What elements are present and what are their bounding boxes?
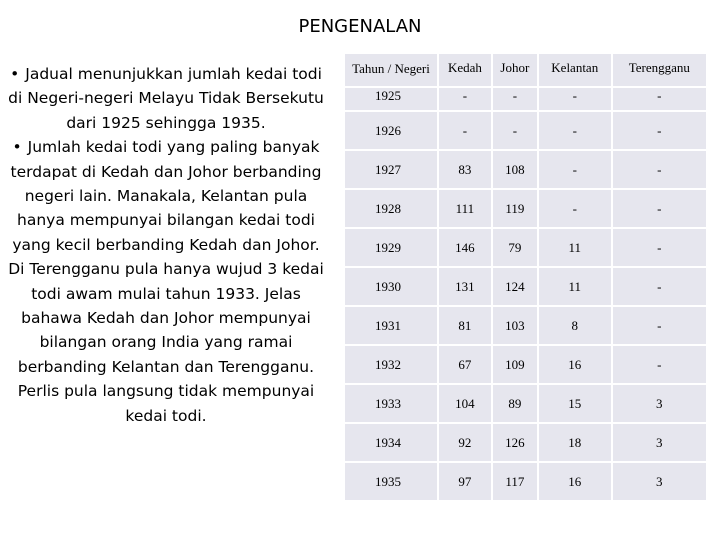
value-cell: 109 xyxy=(493,346,537,383)
header-kedah: Kedah xyxy=(439,54,491,86)
header-johor: Johor xyxy=(493,54,537,86)
value-cell: - xyxy=(613,190,706,227)
value-cell: 108 xyxy=(493,151,537,188)
value-cell: - xyxy=(613,307,706,344)
value-cell: - xyxy=(613,268,706,305)
table-row xyxy=(345,463,706,500)
value-cell: 67 xyxy=(439,346,491,383)
table-row xyxy=(345,307,706,344)
year-cell: 1934 xyxy=(345,424,437,461)
year-cell: 1927 xyxy=(345,151,437,188)
year-cell: 1930 xyxy=(345,268,437,305)
year-cell: 1935 xyxy=(345,463,437,500)
year-cell: 1929 xyxy=(345,229,437,266)
value-cell: 97 xyxy=(439,463,491,500)
value-cell: - xyxy=(613,151,706,188)
table-row xyxy=(345,346,706,383)
bullet-item xyxy=(2,135,330,428)
bullet-list xyxy=(2,62,330,428)
value-cell: 89 xyxy=(493,385,537,422)
value-cell: - xyxy=(539,190,611,227)
bullet-item xyxy=(2,62,330,135)
header-year-state: Tahun / Negeri xyxy=(345,54,437,86)
value-cell: - xyxy=(493,112,537,149)
table-row xyxy=(345,88,706,110)
bullet-icon: • xyxy=(12,138,22,157)
value-cell: 126 xyxy=(493,424,537,461)
page-title: PENGENALAN xyxy=(298,16,422,37)
value-cell: 11 xyxy=(539,268,611,305)
value-cell: 81 xyxy=(439,307,491,344)
table-row xyxy=(345,385,706,422)
table-header-row xyxy=(345,54,706,86)
value-cell: 103 xyxy=(493,307,537,344)
toddy-shop-table xyxy=(343,52,708,502)
value-cell: 111 xyxy=(439,190,491,227)
value-cell: 146 xyxy=(439,229,491,266)
year-cell: 1926 xyxy=(345,112,437,149)
value-cell: - xyxy=(439,88,491,110)
table-row xyxy=(345,112,706,149)
value-cell: 3 xyxy=(613,424,706,461)
bullet-text: Jadual menunjukkan jumlah kedai todi di Negeri-negeri Melayu Tidak Bersekutu dari 1925 sehingga 1935. xyxy=(8,65,324,132)
table-row xyxy=(345,190,706,227)
table-row xyxy=(345,229,706,266)
table-row xyxy=(345,151,706,188)
value-cell: 131 xyxy=(439,268,491,305)
year-cell: 1932 xyxy=(345,346,437,383)
value-cell: 119 xyxy=(493,190,537,227)
value-cell: - xyxy=(539,151,611,188)
table-row xyxy=(345,424,706,461)
value-cell: 3 xyxy=(613,463,706,500)
value-cell: - xyxy=(539,88,611,110)
bullet-icon: • xyxy=(10,65,20,83)
value-cell: - xyxy=(613,88,706,110)
value-cell: - xyxy=(439,112,491,149)
header-kelantan: Kelantan xyxy=(539,54,611,86)
value-cell: 83 xyxy=(439,151,491,188)
value-cell: - xyxy=(613,346,706,383)
value-cell: - xyxy=(613,112,706,149)
bullet-text: Jumlah kedai todi yang paling banyak terdapat di Kedah dan Johor berbanding negeri lain. Manakala, Kelantan pula hanya mempunyai bilangan kedai todi yang kecil berbanding Kedah dan Johor. Di Terengganu pula hanya wujud 3 kedai todi awam mulai tahun 1933. Jelas bahawa Kedah dan Johor mempunyai bilangan orang India yang ramai berbanding Kelantan dan Terengganu. Perlis pula langsung tidak mempunyai kedai todi. xyxy=(8,138,324,425)
value-cell: 16 xyxy=(539,346,611,383)
value-cell: 3 xyxy=(613,385,706,422)
value-cell: 79 xyxy=(493,229,537,266)
value-cell: 117 xyxy=(493,463,537,500)
value-cell: - xyxy=(493,88,537,110)
value-cell: 11 xyxy=(539,229,611,266)
value-cell: 104 xyxy=(439,385,491,422)
value-cell: 16 xyxy=(539,463,611,500)
table-row xyxy=(345,268,706,305)
value-cell: - xyxy=(613,229,706,266)
year-cell: 1928 xyxy=(345,190,437,227)
header-terengganu: Terengganu xyxy=(613,54,706,86)
year-cell: 1933 xyxy=(345,385,437,422)
value-cell: 8 xyxy=(539,307,611,344)
year-cell: 1931 xyxy=(345,307,437,344)
value-cell: 18 xyxy=(539,424,611,461)
value-cell: - xyxy=(539,112,611,149)
value-cell: 15 xyxy=(539,385,611,422)
value-cell: 124 xyxy=(493,268,537,305)
value-cell: 92 xyxy=(439,424,491,461)
year-cell: 1925 xyxy=(345,88,437,110)
